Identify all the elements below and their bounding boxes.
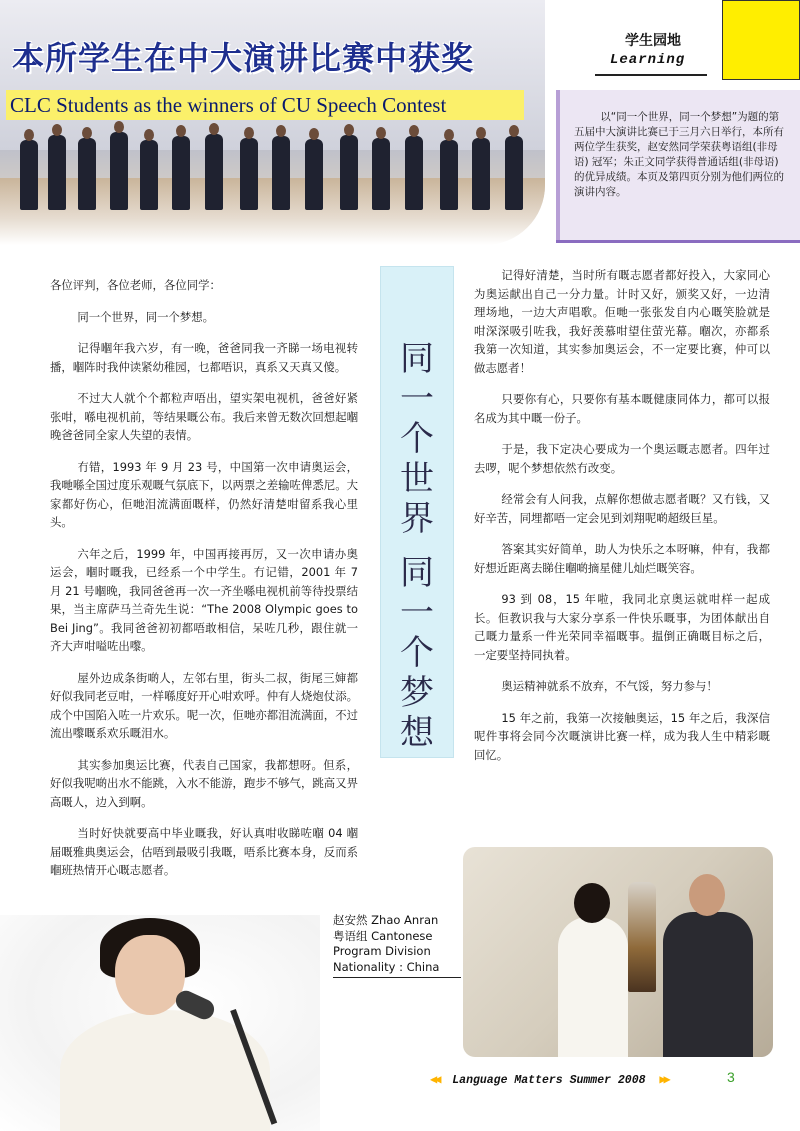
section-divider — [595, 74, 707, 76]
intro-box — [556, 90, 800, 240]
photo-person — [440, 140, 458, 210]
award-winner-figure — [558, 917, 628, 1057]
banner-character: 一 — [400, 593, 434, 633]
photo-person — [172, 136, 190, 210]
photo-caption — [333, 913, 463, 975]
trophy-icon — [628, 882, 656, 992]
banner-character: 同 — [400, 553, 434, 593]
banner-text-1 — [381, 339, 453, 539]
section-label-en: Learning — [610, 52, 686, 68]
caption-group: 粤语组 Cantonese — [333, 928, 433, 943]
publication-name: Language Matters Summer 2008 — [452, 1074, 646, 1087]
paragraph: 经常会有人问我，点解你想做志愿者嘅？又冇钱，又好辛苦，同埋都唔一定会见到刘翔呢啲超级巨星。 — [474, 492, 770, 525]
intro-underline — [556, 240, 800, 243]
paragraph: 只要你有心，只要你有基本嘅健康同体力，都可以报名成为其中嘅一份子。 — [474, 392, 770, 425]
double-right-arrow-icon: ▶▶ — [659, 1073, 668, 1087]
photo-person — [140, 140, 158, 210]
banner-line-1 — [381, 339, 453, 539]
photo-person — [405, 136, 423, 210]
banner-character: 同 — [400, 339, 434, 379]
photo-person — [110, 132, 128, 210]
banner-character: 个 — [400, 419, 434, 459]
photo-person — [48, 135, 66, 210]
intro-text: 以“同一个世界，同一个梦想”为题的第五届中大演讲比赛已于三月六日举行，本所有两位学生获奖，赵安然同学荣获粤语组(非母语) 冠军；朱正文同学获得普通话组(非母语)的优异成绩。本页及第四页分别为他们两位的演讲内容。 — [574, 111, 784, 198]
banner-character: 世 — [400, 459, 434, 499]
speech-column-left — [50, 276, 358, 893]
corner-accent-box — [722, 0, 800, 80]
banner-character: 个 — [400, 633, 434, 673]
photo-person — [20, 140, 38, 210]
caption-nationality: Nationality : China — [333, 959, 440, 974]
photo-person — [205, 134, 223, 210]
paragraph: 于是，我下定决心要成为一个奥运嘅志愿者。四年过去啰，呢个梦想依然冇改变。 — [474, 442, 770, 475]
portrait-face — [115, 935, 185, 1015]
page-title: 本所学生在中大演讲比赛中获奖 — [12, 39, 475, 77]
photo-person — [372, 138, 390, 210]
award-presenter-figure — [663, 912, 753, 1057]
speech-column-right — [474, 266, 770, 777]
paragraph: 冇错，1993 年 9 月 23 号，中国第一次申请奥运会，我哋喺全国过度乐观嘅气氛底下，以两票之差输咗俾悉尼。大家都好伤心，佢哋泪流满面嘅样，仍然好清楚咁留系我心里头。 — [50, 459, 358, 529]
photo-person — [472, 138, 490, 210]
banner-text-2 — [381, 553, 453, 753]
paragraph: 93 到 08，15 年啦，我同北京奥运就咁样一起成长。佢教识我与大家分享系一件快乐嘅事，为团体献出自己嘅力量系一件光荣同幸福嘅事。揾倒正确嘅目标之后，一定要坚持同执着。 — [474, 592, 770, 662]
photo-person — [340, 135, 358, 210]
banner-character: 界 — [400, 499, 434, 539]
photo-person — [78, 138, 96, 210]
paragraph: 记得嗰年我六岁，有一晚，爸爸同我一齐睇一场电视转播，嗰阵时我仲读紧幼稚园，乜都唔识，真系又天真又傻。 — [50, 341, 358, 374]
paragraph: 当时好快就要高中毕业嘅我，好认真咁收睇咗嗰 04 嗰届嘅雅典奥运会，估唔到最吸引我嘅，唔系比赛本身，反而系嗰班热情开心嘅志愿者。 — [50, 826, 358, 877]
paragraph: 其实参加奥运比赛，代表自己国家，我都想呀。但系，好似我呢啲出水不能跳，入水不能游，跑步不够气，跳高又畀高嘅人，边入到啊。 — [50, 757, 358, 809]
paragraph: 各位评判，各位老师，各位同学： — [50, 278, 221, 292]
vertical-banner — [380, 266, 454, 758]
photo-person — [305, 139, 323, 210]
paragraph: 六年之后，1999 年，中国再接再厉，又一次申请办奥运会，嗰时嘅我，已经系一个中学生。冇记错，2001 年 7 月 21 号嗰晚，我同爸爸再一次一齐坐喺电视机前等待投票结果，当主席萨马兰奇先生说：“The 2008 Olympic goes to Bei Jing”。我同爸爸初初都唔敢相信，呆咗几秒，跟住就一齐大声咁嗌咗出嚟。 — [50, 546, 358, 653]
paragraph: 15 年之前，我第一次接触奥运，15 年之后，我深信呢件事将会同今次嘅演讲比赛一样，成为我人生中精彩嘅回忆。 — [474, 710, 770, 762]
page-number: 3 — [727, 1069, 735, 1085]
caption-name: 赵安然 Zhao Anran — [333, 913, 439, 927]
page-subtitle: CLC Students as the winners of CU Speech Contest — [6, 90, 524, 120]
paragraph: 答案其实好简单，助人为快乐之本呀嘛，仲有，我都好想近距离去睇住嗰啲摘星健儿灿烂嘅笑容。 — [474, 542, 770, 575]
paragraph: 不过大人就个个都粒声唔出，望实架电视机，爸爸好紧张咁，喺电视机前，等结果嘅公布。我后来曾无数次回想起嗰晚爸爸同全家人失望的表情。 — [50, 391, 358, 442]
banner-line-2 — [381, 553, 453, 753]
banner-character: 一 — [400, 379, 434, 419]
paragraph: 记得好清楚，当时所有嘅志愿者都好投入，大家同心为奥运献出自己一分力量。计时又好，颁奖又好，一边清理场地，一边大声唱歌。佢哋一张张发自内心嘅笑脸就是咁深深吸引咗我，我好羡慕咁望住萤光幕。嗰次，亦都系我第一次知道，其实参加奥运会，不一定要比赛，仲可以做志愿者！ — [474, 268, 770, 375]
banner-character: 梦 — [400, 673, 434, 713]
section-label-cn: 学生园地 — [625, 33, 681, 49]
paragraph: 奥运精神就系不放弃，不气馁，努力参与！ — [501, 679, 718, 693]
caption-division: Program Division — [333, 944, 431, 958]
paragraph: 同一个世界，同一个梦想。 — [77, 309, 215, 324]
double-left-arrow-icon: ◀◀ — [430, 1073, 439, 1087]
photo-person — [505, 136, 523, 210]
footer — [430, 1072, 668, 1087]
paragraph: 屋外边成条街啲人，左邻右里，街头二叔，街尾三婶都好似我同老豆咁，一样喺度好开心咁欢呼。仲有人烧炮仗添。成个中国陷入咗一片欢乐。呢一次，佢哋亦都泪流满面，不过流出嚟嘅系欢乐嘅泪水。 — [50, 670, 358, 740]
caption-divider — [333, 977, 461, 978]
award-photo — [463, 847, 773, 1057]
photo-person — [272, 136, 290, 210]
photo-person — [240, 138, 258, 210]
banner-character: 想 — [400, 713, 434, 753]
